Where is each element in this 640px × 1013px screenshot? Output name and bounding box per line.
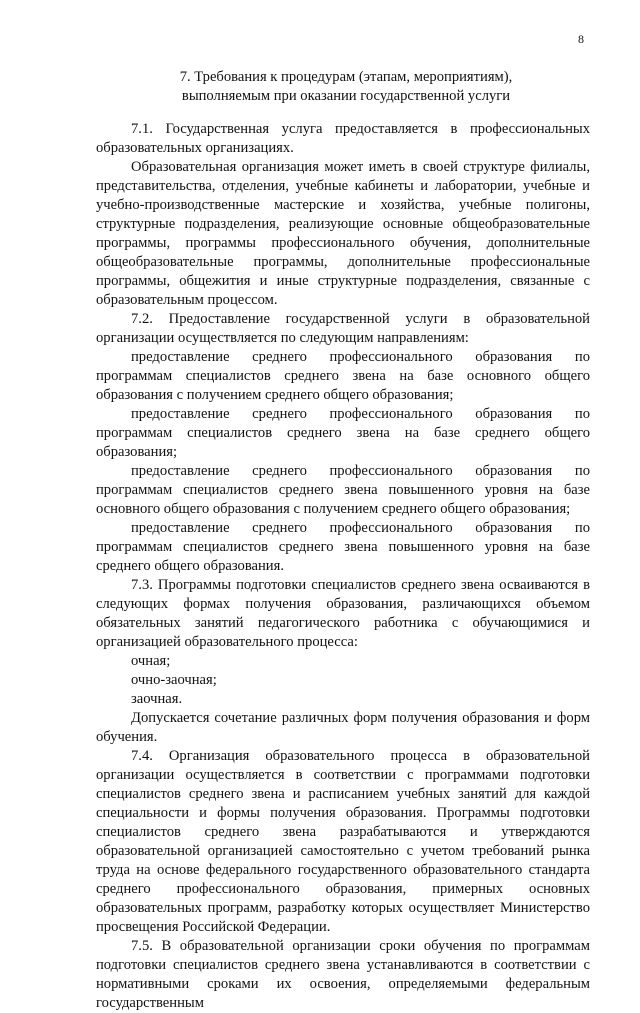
paragraph-7-5: 7.5. В образовательной организации сроки обучения по программам подготовки специалистов среднего звена устанавливаются в соответствии с нормативными сроками их освоения, определяемыми федеральным государственным — [96, 938, 590, 1011]
paragraph-structure: Образовательная организация может иметь в своей структуре филиалы, представительства, отделения, учебные кабинеты и лаборатории, учебные и учебно-производственные мастерские и хозяйства, учебные полигоны, структурные подразделения, реализующие основные общеобразовательные программы, программы профессионального обучения, дополнительные общеобразовательные программы, дополнительные профессиональные программы, общежития и иные структурные подразделения, связанные с образовательным процессом. — [96, 159, 590, 308]
paragraph-7-2: 7.2. Предоставление государственной услуги в образовательной организации осуществляется по следующим направлениям: — [96, 311, 590, 346]
direction-item: предоставление среднего профессионального образования по программам специалистов среднего звена на базе основного общего образования с получением среднего общего образования; — [96, 349, 590, 403]
paragraph-7-3: 7.3. Программы подготовки специалистов среднего звена осваиваются в следующих формах получения образования, различающихся объемом обязательных занятий педагогического работника с обучающимися и организацией образовательного процесса: — [96, 577, 590, 650]
direction-item: предоставление среднего профессионального образования по программам специалистов среднего звена повышенного уровня на базе основного общего образования с получением среднего общего образования; — [96, 463, 590, 517]
paragraph-7-4: 7.4. Организация образовательного процесса в образовательной организации осуществляется в соответствии с программами подготовки специалистов среднего звена и расписанием учебных занятий для каждой специальности и формы получения образования. Программы подготовки специалистов среднего звена разрабатываются и утверждаются образовательной организацией самостоятельно с учетом требований рынка труда на основе федерального государственного образовательного стандарта среднего профессионального образования, примерных основных образовательных программ, разработку которых осуществляет Министерство просвещения Российской Федерации. — [96, 748, 590, 935]
section-heading-line-1: 7. Требования к процедурам (этапам, мероприятиям), — [179, 69, 513, 85]
direction-item: предоставление среднего профессионального образования по программам специалистов среднего звена на базе среднего общего образования; — [96, 406, 590, 460]
education-form-item: очно-заочная; — [131, 672, 217, 688]
section-heading — [96, 68, 596, 106]
education-form-item: очная; — [131, 653, 171, 669]
paragraph-forms-combination: Допускается сочетание различных форм получения образования и форм обучения. — [96, 710, 590, 745]
page-number: 8 — [578, 32, 584, 46]
section-heading-line-2: выполняемым при оказании государственной услуги — [181, 88, 511, 104]
paragraph-7-1: 7.1. Государственная услуга предоставляется в профессиональных образовательных организациях. — [96, 121, 590, 156]
education-form-item: заочная. — [131, 691, 183, 707]
document-body — [96, 120, 590, 1013]
direction-item: предоставление среднего профессионального образования по программам специалистов среднего звена повышенного уровня на базе среднего общего образования. — [96, 520, 590, 574]
